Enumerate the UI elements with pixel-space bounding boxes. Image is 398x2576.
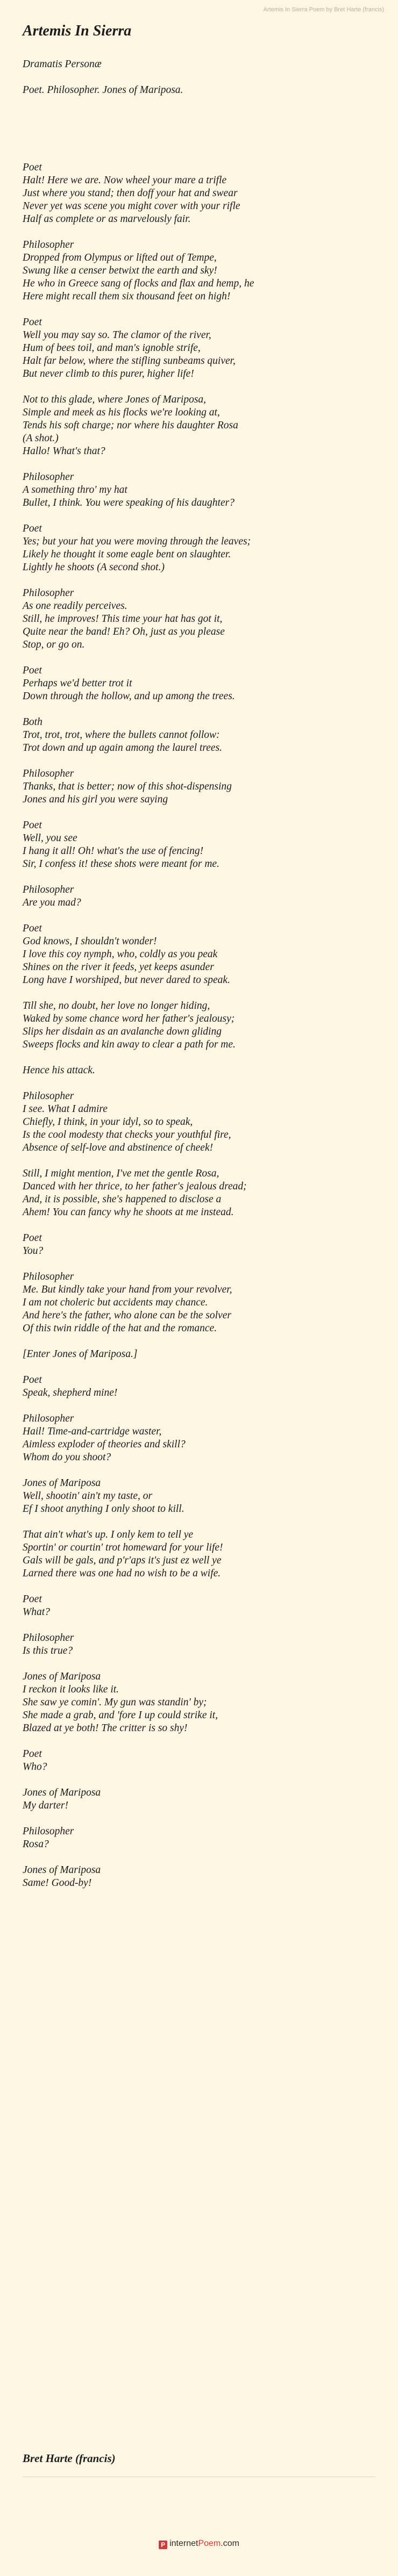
poem-line: Philosopher bbox=[23, 884, 74, 895]
poem-line: Stop, or go on. bbox=[23, 639, 85, 650]
poem-line: Poet bbox=[23, 1374, 42, 1386]
poem-line: Not to this glade, where Jones of Mariposa, bbox=[23, 394, 207, 405]
poem-line: Me. But kindly take your hand from your revolver, bbox=[23, 1284, 232, 1295]
poem-spacer bbox=[23, 110, 378, 161]
stanza bbox=[23, 58, 378, 71]
poem-line: Poet bbox=[23, 317, 42, 328]
stanza bbox=[23, 522, 378, 574]
poem-line: Aimless exploder of theories and skill? bbox=[23, 1439, 186, 1450]
stanza bbox=[23, 1090, 378, 1154]
poem-line: Poet bbox=[23, 1748, 42, 1760]
poem-line: Sir, I confess it! these shots were meant for me. bbox=[23, 858, 219, 870]
poem-line: Philosopher bbox=[23, 1271, 74, 1282]
stanza bbox=[23, 1748, 378, 1774]
poem-line: Likely he thought it some eagle bent on slaughter. bbox=[23, 549, 231, 560]
poem-line: Jones and his girl you were saying bbox=[23, 794, 168, 805]
stanza bbox=[23, 819, 378, 871]
poem-author[interactable]: Bret Harte (francis) bbox=[23, 2452, 116, 2465]
poem-line: Jones of Mariposa bbox=[23, 1671, 101, 1682]
logo-accent: Poem bbox=[198, 2539, 221, 2548]
poem-line: That ain't what's up. I only kem to tell ye bbox=[23, 1529, 194, 1540]
poem-line: Halt! Here we are. Now wheel your mare a trifle bbox=[23, 175, 227, 186]
poem-line: Down through the hollow, and up among the trees. bbox=[23, 691, 235, 702]
poem-line: Rosa? bbox=[23, 1839, 49, 1850]
poem-line: Hallo! What's that? bbox=[23, 446, 105, 457]
poem-line: God knows, I shouldn't wonder! bbox=[23, 936, 157, 947]
poem-line: Well, you see bbox=[23, 833, 77, 844]
poem-line: I see. What I admire bbox=[23, 1103, 108, 1115]
poem-line: Are you mad? bbox=[23, 897, 81, 908]
poem-line: I reckon it looks like it. bbox=[23, 1684, 119, 1695]
stanza bbox=[23, 587, 378, 651]
poem-line: Whom do you shoot? bbox=[23, 1452, 111, 1463]
poem-line: A something thro' my hat bbox=[23, 484, 127, 496]
poem-line: Waked by some chance word her father's jealousy; bbox=[23, 1013, 235, 1024]
stanza bbox=[23, 1374, 378, 1400]
header-note: Artemis In Sierra Poem by Bret Harte (francis) bbox=[263, 6, 384, 13]
stanza bbox=[23, 767, 378, 806]
stanza bbox=[23, 1632, 378, 1657]
poem-line: Philosopher bbox=[23, 1826, 74, 1837]
poem-line: Poet bbox=[23, 820, 42, 831]
site-logo[interactable] bbox=[0, 2539, 398, 2549]
poem-line: Well, shootin' ain't my taste, or bbox=[23, 1490, 153, 1502]
poem-line: Simple and meek as his flocks we're looking at, bbox=[23, 407, 220, 418]
stanza bbox=[23, 1593, 378, 1619]
poem-line: Till she, no doubt, her love no longer hiding, bbox=[23, 1000, 210, 1011]
poem-line: Hence his attack. bbox=[23, 1065, 95, 1076]
poem-line: Philosopher bbox=[23, 471, 74, 483]
poem-line: Philosopher bbox=[23, 1632, 74, 1644]
poem-line: Here might recall them six thousand feet on high! bbox=[23, 291, 231, 302]
stanza bbox=[23, 393, 378, 458]
poem-line: Hail! Time-and-cartridge waster, bbox=[23, 1426, 162, 1437]
poem-line: Who? bbox=[23, 1761, 47, 1773]
logo-mark-icon: P bbox=[159, 2541, 167, 2549]
poem-line: Sweeps flocks and kin away to clear a path for me. bbox=[23, 1039, 236, 1050]
poem-line: Half as complete or as marvelously fair. bbox=[23, 213, 191, 225]
poem-line: Poet bbox=[23, 162, 42, 173]
stanza bbox=[23, 239, 378, 303]
poem-line: Speak, shepherd mine! bbox=[23, 1387, 118, 1398]
stanza bbox=[23, 1477, 378, 1516]
poem-line: Lightly he shoots (A second shot.) bbox=[23, 562, 165, 573]
poem-line: Both bbox=[23, 716, 42, 728]
poem-line: Tends his soft charge; nor where his daughter Rosa bbox=[23, 420, 238, 431]
logo-prefix: internet bbox=[169, 2539, 198, 2548]
poem-line: Trot down and up again among the laurel trees. bbox=[23, 742, 223, 754]
poem-line: Philosopher bbox=[23, 1413, 74, 1424]
poem-body bbox=[23, 58, 378, 1903]
poem-line: She saw ye comin'. My gun was standin' by; bbox=[23, 1697, 207, 1708]
poem-line: Of this twin riddle of the hat and the romance. bbox=[23, 1323, 217, 1334]
poem-line: Swung like a censer betwixt the earth and sky! bbox=[23, 265, 217, 276]
poem-line: Is the cool modesty that checks your youthful fire, bbox=[23, 1129, 231, 1140]
stanza bbox=[23, 1232, 378, 1258]
poem-line: Philosopher bbox=[23, 1090, 74, 1102]
poem-line: Trot, trot, trot, where the bullets cannot follow: bbox=[23, 729, 220, 741]
poem-line: I love this coy nymph, who, coldly as you peak bbox=[23, 949, 218, 960]
stanza bbox=[23, 716, 378, 755]
poem-title: Artemis In Sierra bbox=[23, 23, 132, 39]
stanza bbox=[23, 1670, 378, 1735]
poem-line: I am not choleric but accidents may chance. bbox=[23, 1297, 208, 1308]
poem-line: She made a grab, and 'fore I up could strike it, bbox=[23, 1710, 218, 1721]
poem-line: Poet bbox=[23, 523, 42, 534]
poem-line: Philosopher bbox=[23, 587, 74, 599]
poem-line: Perhaps we'd better trot it bbox=[23, 678, 132, 689]
poem-line: And here's the father, who alone can be the solver bbox=[23, 1310, 231, 1321]
poem-line: Chiefly, I think, in your idyl, so to speak, bbox=[23, 1116, 193, 1128]
stanza bbox=[23, 316, 378, 381]
poem-line: Jones of Mariposa bbox=[23, 1477, 101, 1489]
stanza bbox=[23, 884, 378, 909]
stanza bbox=[23, 84, 378, 97]
poem-line: I hang it all! Oh! what's the use of fencing! bbox=[23, 845, 204, 857]
poem-line: Danced with her thrice, to her father's jealous dread; bbox=[23, 1181, 247, 1192]
poem-line: Blazed at ye both! The critter is so shy! bbox=[23, 1723, 188, 1734]
stanza bbox=[23, 471, 378, 510]
poem-line: Same! Good-by! bbox=[23, 1877, 92, 1889]
stanza bbox=[23, 1786, 378, 1812]
poem-line: Jones of Mariposa bbox=[23, 1864, 101, 1876]
poem-line: Absence of self-love and abstinence of cheek! bbox=[23, 1142, 214, 1153]
stanza bbox=[23, 664, 378, 703]
stanza bbox=[23, 1412, 378, 1464]
poem-line: Poet bbox=[23, 1594, 42, 1605]
poem-line: Thanks, that is better; now of this shot-dispensing bbox=[23, 781, 232, 792]
poem-line: Just where you stand; then doff your hat and swear bbox=[23, 188, 238, 199]
poem-stanzas bbox=[23, 161, 378, 1890]
stanza bbox=[23, 1529, 378, 1580]
poem-line: Shines on the river it feeds, yet keeps asunder bbox=[23, 961, 214, 973]
poem-line: What? bbox=[23, 1606, 50, 1618]
poem-line: Never yet was scene you might cover with your rifle bbox=[23, 200, 240, 212]
poem-line: Poet bbox=[23, 923, 42, 934]
poem-line: Philosopher bbox=[23, 239, 74, 250]
stanza bbox=[23, 1167, 378, 1219]
poem-line: Dramatis Personæ bbox=[23, 59, 102, 70]
stanza bbox=[23, 1064, 378, 1077]
poem-line: Well you may say so. The clamor of the river, bbox=[23, 329, 211, 341]
poem-line: My darter! bbox=[23, 1800, 69, 1811]
poem-line: As one readily perceives. bbox=[23, 600, 127, 612]
poem-line: He who in Greece sang of flocks and flax and hemp, he bbox=[23, 278, 254, 289]
poem-line: Bullet, I think. You were speaking of his daughter? bbox=[23, 497, 234, 508]
poem-line: Long have I worshiped, but never dared to speak. bbox=[23, 974, 230, 986]
poem-line: Quite near the band! Eh? Oh, just as you please bbox=[23, 626, 225, 637]
poem-line: Is this true? bbox=[23, 1645, 73, 1656]
poem-line: Sportin' or courtin' trot homeward for your life! bbox=[23, 1542, 223, 1553]
stanza bbox=[23, 1271, 378, 1335]
stanza bbox=[23, 922, 378, 987]
stanza bbox=[23, 1864, 378, 1890]
poem-line: Yes; but your hat you were moving through the leaves; bbox=[23, 536, 251, 547]
stanza bbox=[23, 1825, 378, 1851]
poem-line: Gals will be gals, and p'r'aps it's just ez well ye bbox=[23, 1555, 222, 1566]
poem-line: Halt far below, where the stifling sunbeams quiver, bbox=[23, 355, 236, 367]
poem-line: Slips her disdain as an avalanche down gliding bbox=[23, 1026, 222, 1037]
poem-line: Still, I might mention, I've met the gentle Rosa, bbox=[23, 1168, 219, 1179]
poem-line: But never climb to this purer, higher life! bbox=[23, 368, 194, 379]
logo-suffix: .com bbox=[221, 2539, 239, 2548]
poem-line: Dropped from Olympus or lifted out of Tempe, bbox=[23, 252, 217, 263]
poem-line: And, it is possible, she's happened to disclose a bbox=[23, 1194, 222, 1205]
poem-line: Ef I shoot anything I only shoot to kill. bbox=[23, 1503, 184, 1515]
poem-line: [Enter Jones of Mariposa.] bbox=[23, 1348, 138, 1360]
poem-line: Ahem! You can fancy why he shoots at me instead. bbox=[23, 1207, 234, 1218]
poem-line: Hum of bees toil, and man's ignoble strife, bbox=[23, 342, 201, 354]
poem-line: Poet bbox=[23, 1232, 42, 1244]
poem-line: Still, he improves! This time your hat has got it, bbox=[23, 613, 223, 625]
stanza bbox=[23, 1348, 378, 1361]
poem-line: Jones of Mariposa bbox=[23, 1787, 101, 1798]
poem-line: Larned there was one had no wish to be a wife. bbox=[23, 1568, 221, 1579]
poem-line: Poet bbox=[23, 665, 42, 676]
poem-line: (A shot.) bbox=[23, 433, 59, 444]
poem-line: Poet. Philosopher. Jones of Mariposa. bbox=[23, 84, 183, 96]
poem-line: Philosopher bbox=[23, 768, 74, 779]
stanza bbox=[23, 161, 378, 226]
poem-preamble bbox=[23, 58, 378, 97]
stanza bbox=[23, 1000, 378, 1051]
poem-line: You? bbox=[23, 1245, 44, 1257]
